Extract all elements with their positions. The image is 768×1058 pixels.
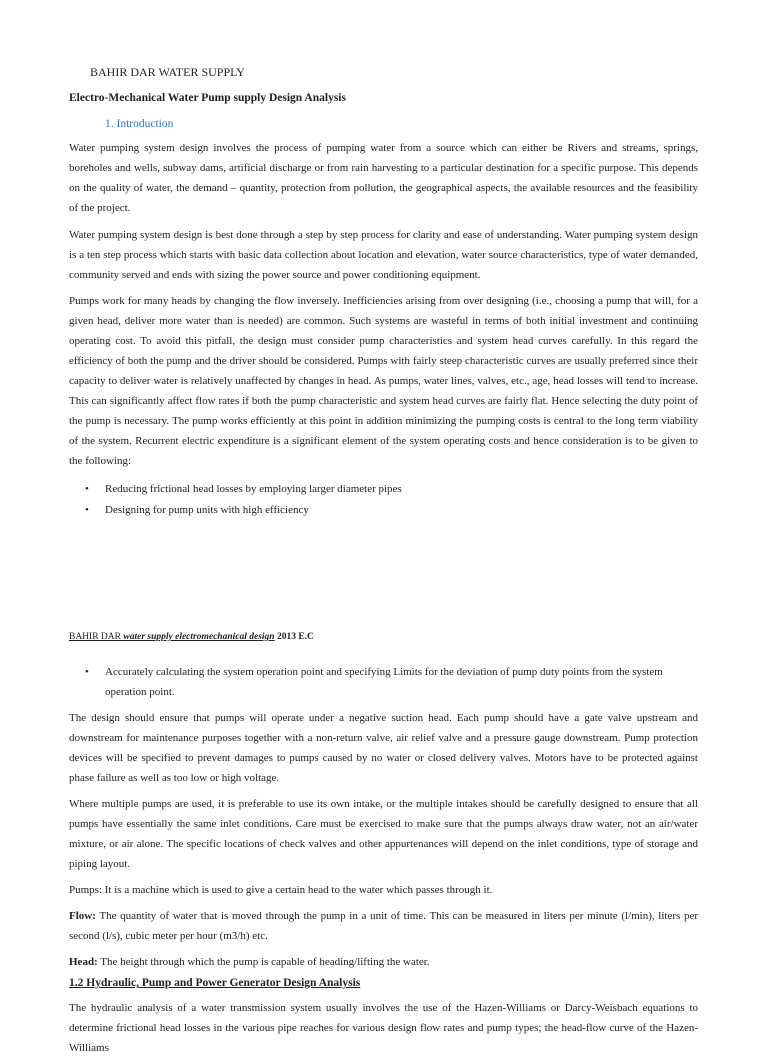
bullet-text: Designing for pump units with high efficiency (105, 504, 309, 516)
flow-term: Flow: (69, 910, 96, 922)
paragraph-intro: Water pumping system design involves the process of pumping water from a source which can either be Rivers and streams, springs, boreholes and wells, subway dams, artificial discharge or from rain harvesting to a particular destination for a specific purpose. This depends on the quality of water, the demand – quantity, protection from pollution, the geographical aspects, the available resources and the feasibility of the project. (69, 142, 698, 214)
bullet-dot: • (85, 666, 89, 678)
footer-year: 2013 E.C (274, 632, 314, 642)
bullet-text: Accurately calculating the system operation point and specifying Limits for the deviation of pump duty points from the system operation point. (105, 666, 663, 698)
flow-text: The quantity of water that is moved through the pump in a unit of time. This can be measured in liters per minute (l/min), liters per second (l/s), cubic meter per hour (m3/h) etc. (69, 910, 698, 942)
bullet-dot: • (85, 504, 89, 516)
organization-name: BAHIR DAR WATER SUPPLY (90, 65, 245, 79)
section-heading: 1.2 Hydraulic, Pump and Power Generator Design Analysis (69, 977, 361, 989)
paragraph-steps: Water pumping system design is best done through a step by step process for clarity and ease of understanding. Water pumping system design is a ten step process which starts with basic data collection about location and elevation, water source characteristics, type of water demanded, community served and ends with sizing the power source and power conditioning equipment. (69, 229, 698, 281)
paragraph-pumps-heads: Pumps work for many heads by changing the flow inversely. Inefficiencies arising from over designing (i.e., choosing a pump that will, for a given head, deliver more water than is needed) are common. Such systems are wasteful in terms of both initial investment and continuing operating cost. To avoid this pitfall, the design must consider pump characteristics and system head curves carefully. In this regard the efficiency of both the pump and the driver should be considered. Pumps with fairly steep characteristic curves are usually preferred since their capacity to deliver water is relatively unaffected by changes in head. As pumps, water lines, valves, etc., age, head losses will tend to increase. This can significantly affect flow rates if both the pump characteristic and system head curves are fairly flat. Hence selecting the duty point of the pump is necessary. The pump works efficiently at this point in addition minimizing the pumping costs is central to the long term viability of the system. Recurrent electric expenditure is a significant element of the system operating costs and hence consideration is to be given to the following: (69, 295, 698, 467)
paragraph-head-definition (69, 952, 698, 972)
bullet-text: Reducing frictional head losses by employing larger diameter pipes (105, 483, 402, 495)
introduction-heading: 1. Introduction (105, 118, 174, 130)
footer-subject: water supply electromechanical design (121, 632, 275, 642)
paragraph-suction-head: The design should ensure that pumps will operate under a negative suction head. Each pump should have a gate valve upstream and downstream for maintenance purposes together with a non-return valve, air relief valve and a pressure gauge downstream. Pump protection devices will be specified to prevent damages to pumps caused by no water or closed delivery valves. Motors have to be protected against phase failure as well as too low or high voltage. (69, 712, 698, 784)
paragraph-hydraulic-analysis: The hydraulic analysis of a water transmission system usually involves the use of the Hazen-Williams or Darcy-Weisbach equations to determine frictional head losses in the various pipe reaches for various design flow rates and pump types; the head-flow curve of the Hazen-Williams (69, 1002, 698, 1054)
paragraph-pumps-definition: Pumps: It is a machine which is used to give a certain head to the water which passes through it. (69, 884, 493, 896)
footer-org: BAHIR DAR (69, 632, 121, 642)
bullet-dot: • (85, 483, 89, 495)
page-footer (69, 632, 314, 642)
head-text: The height through which the pump is capable of heading/lifting the water. (97, 956, 430, 968)
document-title: Electro-Mechanical Water Pump supply Design Analysis (69, 92, 346, 104)
paragraph-flow-definition (69, 906, 698, 946)
head-term: Head: (69, 956, 98, 968)
paragraph-multiple-pumps: Where multiple pumps are used, it is preferable to use its own intake, or the multiple intakes should be carefully designed to ensure that all pumps have essentially the same inlet conditions. Care must be exercised to make sure that the pumps always draw water, not an air/water mixture, or air alone. The specific locations of check valves and other appurtenances will depend on the inlet conditions, type of storage and piping layout. (69, 798, 698, 870)
